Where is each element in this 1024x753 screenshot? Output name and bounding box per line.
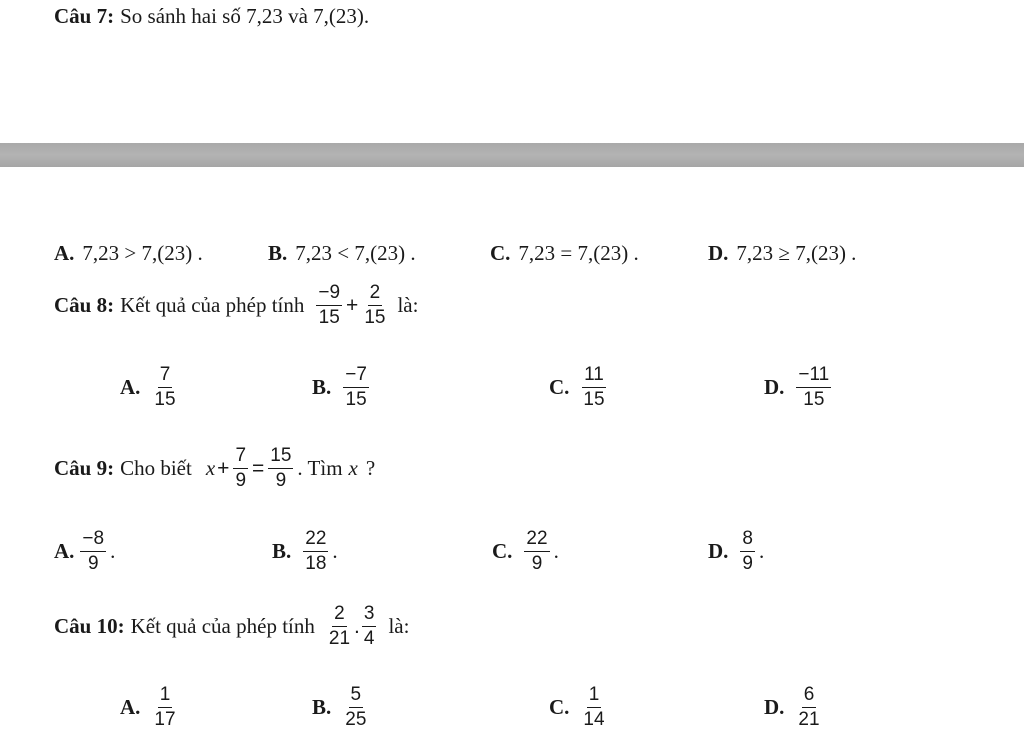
option-period: . [553, 539, 559, 563]
q9-fraction-2 [268, 445, 293, 492]
option-label: C. [492, 539, 513, 563]
option-label: C. [549, 375, 570, 399]
question-7-label: Câu 7: [54, 4, 115, 28]
option-label: B. [312, 695, 332, 719]
variable-x: x [205, 456, 216, 480]
denominator: 25 [345, 709, 367, 730]
numerator: −11 [796, 364, 831, 388]
q7-option-c[interactable] [490, 241, 639, 266]
operator-plus: + [217, 456, 230, 480]
option-label: A. [54, 241, 75, 265]
numerator: 5 [349, 684, 364, 708]
denominator: 9 [742, 553, 753, 574]
option-text: 7,23 = 7,(23) . [518, 241, 639, 265]
denominator: 4 [363, 628, 375, 649]
question-9-label: Câu 9: [54, 456, 115, 480]
question-10-suffix: là: [388, 614, 410, 638]
question-mark: ? [365, 456, 376, 480]
option-fraction [796, 684, 821, 731]
numerator: 6 [802, 684, 817, 708]
numerator: 15 [268, 445, 293, 469]
denominator: 9 [87, 553, 99, 574]
numerator: 3 [362, 603, 377, 627]
denominator: 14 [583, 709, 605, 730]
option-label: A. [120, 375, 141, 399]
denominator: 15 [803, 389, 825, 410]
denominator: 9 [275, 470, 287, 491]
denominator: 18 [305, 553, 327, 574]
option-fraction [740, 528, 755, 575]
operator: + [346, 293, 359, 317]
option-text: 7,23 > 7,(23) . [82, 241, 203, 265]
numerator: 2 [368, 282, 383, 306]
denominator: 21 [328, 628, 351, 649]
q9-option-a[interactable] [54, 528, 115, 575]
q8-option-a[interactable] [120, 364, 182, 411]
question-7 [54, 4, 369, 29]
numerator: −7 [343, 364, 369, 388]
q9-option-c[interactable] [492, 528, 559, 575]
q10-option-b[interactable] [312, 684, 372, 731]
q9-option-d[interactable] [708, 528, 764, 575]
option-fraction [152, 684, 177, 731]
q10-option-a[interactable] [120, 684, 182, 731]
q10-fraction-2 [362, 603, 377, 650]
option-text: 7,23 ≥ 7,(23) . [736, 241, 857, 265]
variable-x: x [348, 456, 358, 480]
denominator: 15 [583, 389, 605, 410]
option-period: . [110, 539, 116, 563]
option-label: D. [764, 695, 785, 719]
q8-option-b[interactable] [312, 364, 373, 411]
q10-option-c[interactable] [549, 684, 611, 731]
operator-equals: = [252, 456, 265, 480]
question-8 [54, 282, 418, 329]
gray-divider-band [0, 143, 1024, 167]
question-8-label: Câu 8: [54, 293, 115, 317]
denominator: 15 [318, 307, 340, 328]
numerator: 7 [158, 364, 173, 388]
option-label: B. [312, 375, 332, 399]
option-label: D. [764, 375, 785, 399]
option-period: . [759, 539, 765, 563]
numerator: 1 [587, 684, 602, 708]
q7-option-a[interactable] [54, 241, 203, 266]
q9-fraction-1 [233, 445, 248, 492]
q8-option-c[interactable] [549, 364, 611, 411]
numerator: −9 [316, 282, 342, 306]
numerator: 22 [303, 528, 328, 552]
denominator: 17 [154, 709, 176, 730]
denominator: 15 [154, 389, 176, 410]
q10-fraction-1 [327, 603, 352, 650]
option-label: C. [549, 695, 570, 719]
option-label: C. [490, 241, 511, 265]
option-label: B. [272, 539, 292, 563]
q8-fraction-1 [316, 282, 342, 329]
option-fraction [524, 528, 549, 575]
numerator: 11 [582, 364, 606, 388]
numerator: 22 [524, 528, 549, 552]
denominator: 9 [235, 470, 247, 491]
numerator: 2 [332, 603, 347, 627]
question-10 [54, 603, 409, 650]
numerator: 8 [740, 528, 755, 552]
option-label: D. [708, 539, 729, 563]
operator-dot: . [354, 614, 360, 638]
option-label: B. [268, 241, 288, 265]
option-fraction [796, 364, 831, 411]
q8-option-d[interactable] [764, 364, 835, 411]
option-fraction [343, 364, 369, 411]
denominator: 21 [798, 709, 820, 730]
option-fraction [343, 684, 368, 731]
option-fraction [581, 684, 606, 731]
denominator: 15 [364, 307, 386, 328]
question-8-text: Kết quả của phép tính [120, 293, 305, 317]
option-period: . [332, 539, 338, 563]
option-label: A. [54, 539, 75, 563]
q10-option-d[interactable] [764, 684, 826, 731]
option-fraction [152, 364, 177, 411]
option-label: A. [120, 695, 141, 719]
q7-option-b[interactable] [268, 241, 416, 266]
question-8-suffix: là: [397, 293, 419, 317]
denominator: 9 [531, 553, 543, 574]
question-7-text: So sánh hai số 7,23 và 7,(23). [120, 4, 370, 28]
q8-fraction-2 [362, 282, 387, 329]
question-9-after: . Tìm [297, 456, 343, 480]
numerator: −8 [80, 528, 106, 552]
q9-option-b[interactable] [272, 528, 338, 575]
option-label: D. [708, 241, 729, 265]
numerator: 1 [158, 684, 173, 708]
question-10-text: Kết quả của phép tính [130, 614, 315, 638]
numerator: 7 [233, 445, 248, 469]
option-fraction [581, 364, 606, 411]
question-9-text: Cho biết [120, 456, 192, 480]
option-text: 7,23 < 7,(23) . [295, 241, 416, 265]
question-9 [54, 445, 375, 492]
denominator: 15 [345, 389, 367, 410]
option-fraction [303, 528, 328, 575]
option-fraction [80, 528, 106, 575]
question-10-label: Câu 10: [54, 614, 125, 638]
q7-option-d[interactable] [708, 241, 856, 266]
